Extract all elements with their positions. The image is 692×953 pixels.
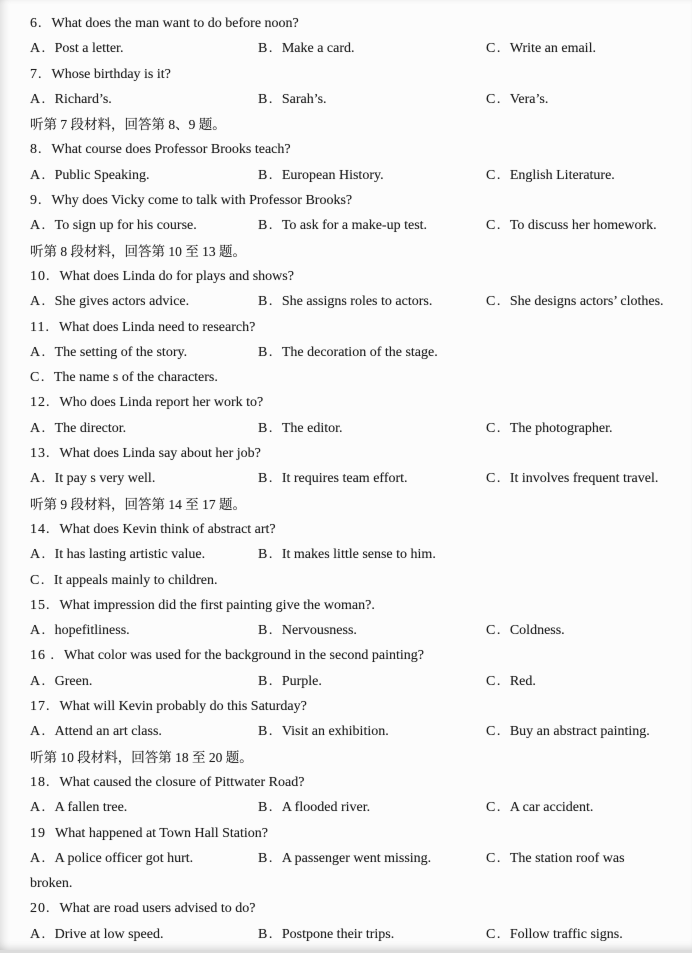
option-text: European History. <box>281 167 384 183</box>
question-text: Whose birthday is it? <box>51 66 171 82</box>
question-text: Why does Vicky come to talk with Professor Brooks? <box>51 193 353 209</box>
option-text: Post a letter. <box>54 41 124 57</box>
options-line <box>0 669 692 694</box>
option-b <box>258 36 486 61</box>
option-b <box>258 846 486 871</box>
option-text: Visit an exhibition. <box>281 724 389 740</box>
question-text: What will Kevin probably do this Saturday? <box>59 699 307 715</box>
options-line <box>0 719 692 744</box>
option-label: B. <box>258 91 274 107</box>
option-label: C. <box>486 926 502 942</box>
option-c <box>486 213 657 238</box>
option-a <box>30 213 258 238</box>
option-text: A fallen tree. <box>54 800 128 816</box>
option-text: Public Speaking. <box>54 167 150 183</box>
option-text: To discuss her homework. <box>509 218 657 234</box>
option-text: Drive at low speed. <box>54 926 164 942</box>
option-c <box>486 618 565 643</box>
option-continuation-line <box>0 871 692 896</box>
option-text: Purple. <box>281 673 322 689</box>
question-number: 15. <box>30 597 51 613</box>
options-line <box>0 795 692 820</box>
option-label: A. <box>30 218 47 234</box>
option-label: B. <box>258 850 274 866</box>
question-line <box>0 441 692 466</box>
option-label: A. <box>30 850 47 866</box>
option-label: A. <box>30 673 47 689</box>
question-number: 9. <box>30 193 43 209</box>
option-label: C. <box>486 471 502 487</box>
question-line <box>0 896 692 921</box>
option-text: Green. <box>54 673 93 689</box>
option-label: B. <box>258 167 274 183</box>
option-text: The station roof was <box>509 850 625 866</box>
option-a <box>30 795 258 820</box>
section-instruction-text: 听第 10 段材料，回答第 18 至 20 题。 <box>30 749 253 765</box>
option-label: C. <box>486 294 502 310</box>
option-a <box>30 846 258 871</box>
question-number: 10. <box>30 268 51 284</box>
option-label: C. <box>30 572 46 588</box>
option-label: A. <box>30 41 47 57</box>
question-text: Who does Linda report her work to? <box>59 395 264 411</box>
option-label: B. <box>258 471 274 487</box>
question-number: 11. <box>30 319 50 335</box>
option-b <box>258 795 486 820</box>
options-line <box>0 340 692 365</box>
option-b <box>258 289 486 314</box>
option-label: B. <box>258 623 274 639</box>
option-label: A. <box>30 344 47 360</box>
option-b <box>258 618 486 643</box>
section-instruction-text: 听第 8 段材料，回答第 10 至 13 题。 <box>30 243 246 259</box>
option-label: A. <box>30 926 47 942</box>
option-text: Attend an art class. <box>54 724 162 740</box>
question-text: What happened at Town Hall Station? <box>55 825 268 841</box>
section-instruction-text: 听第 9 段材料，回答第 14 至 17 题。 <box>30 496 246 512</box>
option-b <box>258 87 486 112</box>
question-line <box>0 770 692 795</box>
option-a <box>30 542 258 567</box>
option-text: It has lasting artistic value. <box>54 547 206 563</box>
option-text: Richard’s. <box>54 91 112 107</box>
question-number: 7. <box>30 66 43 82</box>
option-label: C. <box>486 167 502 183</box>
option-label: B. <box>258 344 274 360</box>
option-text: Postpone their trips. <box>281 926 395 942</box>
option-label: A. <box>30 724 47 740</box>
option-label: C. <box>486 623 502 639</box>
option-label: C. <box>486 724 502 740</box>
option-text: It makes little sense to him. <box>281 547 436 563</box>
option-c <box>486 163 615 188</box>
section-instruction-cn <box>0 239 692 264</box>
question-number: 14. <box>30 521 51 537</box>
options-line <box>0 568 692 593</box>
question-number: 8. <box>30 142 43 158</box>
option-label: C. <box>486 91 502 107</box>
question-text: What caused the closure of Pittwater Road? <box>59 774 305 790</box>
options-line <box>0 289 692 314</box>
option-text: Nervousness. <box>281 623 357 639</box>
option-b <box>258 213 486 238</box>
question-number: 13. <box>30 446 51 462</box>
option-label: B. <box>258 420 274 436</box>
question-number: 18. <box>30 774 51 790</box>
option-label: C. <box>30 370 46 386</box>
question-line <box>0 315 692 340</box>
option-c <box>486 922 623 947</box>
question-text: What does Kevin think of abstract art? <box>59 521 276 537</box>
question-line <box>0 62 692 87</box>
option-text: A passenger went missing. <box>281 850 432 866</box>
question-line <box>0 694 692 719</box>
question-line <box>0 264 692 289</box>
option-label: B. <box>258 41 274 57</box>
option-c <box>486 87 548 112</box>
question-text: What does Linda say about her job? <box>59 446 261 462</box>
options-line <box>0 846 692 871</box>
options-line <box>0 365 692 390</box>
option-c <box>486 719 650 744</box>
option-text: To sign up for his course. <box>54 218 197 234</box>
question-text: What impression did the first painting give the woman?. <box>59 597 375 613</box>
option-label: B. <box>258 926 274 942</box>
option-text: The decoration of the stage. <box>281 344 438 360</box>
option-b <box>258 466 486 491</box>
option-label: A. <box>30 623 47 639</box>
option-b <box>258 719 486 744</box>
options-line <box>0 466 692 491</box>
option-label: B. <box>258 673 274 689</box>
options-line <box>0 922 692 947</box>
question-line <box>0 188 692 213</box>
option-label: B. <box>258 218 274 234</box>
option-label: C. <box>486 420 502 436</box>
option-c <box>486 289 664 314</box>
option-label: B. <box>258 294 274 310</box>
options-line <box>0 163 692 188</box>
option-a <box>30 618 258 643</box>
section-instruction-cn <box>0 492 692 517</box>
option-text: It pay s very well. <box>54 471 156 487</box>
option-a <box>30 466 258 491</box>
option-text: Write an email. <box>509 41 596 57</box>
option-label: A. <box>30 294 47 310</box>
question-line <box>0 390 692 415</box>
options-line <box>0 542 692 567</box>
option-text: Vera’s. <box>509 91 549 107</box>
question-number: 12. <box>30 395 51 411</box>
question-number: 20. <box>30 901 51 917</box>
option-text: It appeals mainly to children. <box>53 572 218 588</box>
option-text: A car accident. <box>509 800 594 816</box>
option-a <box>30 36 258 61</box>
option-text: She assigns roles to actors. <box>281 294 433 310</box>
option-b <box>258 669 486 694</box>
options-line <box>0 87 692 112</box>
option-c <box>486 36 596 61</box>
options-line <box>0 36 692 61</box>
option-a <box>30 669 258 694</box>
option-a <box>30 163 258 188</box>
option-text: It involves frequent travel. <box>509 471 659 487</box>
question-line <box>0 137 692 162</box>
option-text: The photographer. <box>509 420 613 436</box>
option-text: Buy an abstract painting. <box>509 724 650 740</box>
option-label: B. <box>258 800 274 816</box>
options-line <box>0 416 692 441</box>
option-label: C. <box>486 41 502 57</box>
option-label: A. <box>30 471 47 487</box>
option-b <box>258 922 486 947</box>
section-instruction-text: 听第 7 段材料，回答第 8、9 题。 <box>30 117 226 133</box>
option-text: Make a card. <box>281 41 355 57</box>
option-text: The name s of the characters. <box>53 370 218 386</box>
question-text: What color was used for the background in the second painting? <box>64 648 425 664</box>
option-a <box>30 289 258 314</box>
option-text: To ask for a make-up test. <box>281 218 428 234</box>
question-number: 6. <box>30 16 43 31</box>
section-instruction-cn <box>0 112 692 137</box>
question-text: What does Linda need to research? <box>58 319 256 335</box>
question-line <box>0 821 692 846</box>
options-line <box>0 618 692 643</box>
option-label: B. <box>258 724 274 740</box>
questions-list <box>0 11 692 947</box>
options-line <box>0 213 692 238</box>
option-label: A. <box>30 91 47 107</box>
option-b <box>258 416 486 441</box>
continuation-text: broken. <box>30 876 73 892</box>
question-number: 17. <box>30 699 51 715</box>
option-a <box>30 87 258 112</box>
option-label: A. <box>30 420 47 436</box>
section-instruction-cn <box>0 745 692 770</box>
question-text: What does the man want to do before noon? <box>51 16 299 31</box>
option-a <box>30 416 258 441</box>
option-c <box>486 846 625 871</box>
option-label: C. <box>486 800 502 816</box>
option-label: B. <box>258 547 274 563</box>
question-number: 19 <box>30 825 46 841</box>
option-label: C. <box>486 673 502 689</box>
option-text: It requires team effort. <box>281 471 408 487</box>
option-text: Coldness. <box>509 623 565 639</box>
question-text: What course does Professor Brooks teach? <box>51 142 291 158</box>
option-text: hopefitliness. <box>54 623 130 639</box>
option-a <box>30 340 258 365</box>
option-text: The director. <box>54 420 127 436</box>
option-c <box>486 795 593 820</box>
option-c <box>486 669 536 694</box>
option-label: C. <box>486 218 502 234</box>
question-text: What are road users advised to do? <box>59 901 256 917</box>
option-label: C. <box>486 850 502 866</box>
option-label: A. <box>30 167 47 183</box>
option-text: Sarah’s. <box>281 91 327 107</box>
question-line <box>0 593 692 618</box>
option-text: A flooded river. <box>281 800 371 816</box>
question-line <box>0 643 692 668</box>
option-b <box>258 340 438 365</box>
option-text: A police officer got hurt. <box>54 850 194 866</box>
option-text: The setting of the story. <box>54 344 188 360</box>
question-text: What does Linda do for plays and shows? <box>59 268 294 284</box>
option-label: A. <box>30 800 47 816</box>
option-text: The editor. <box>281 420 343 436</box>
option-text: Red. <box>509 673 536 689</box>
option-b <box>258 163 486 188</box>
option-c <box>486 416 612 441</box>
option-a <box>30 719 258 744</box>
option-label: A. <box>30 547 47 563</box>
question-line <box>0 11 692 36</box>
option-text: She designs actors’ clothes. <box>509 294 664 310</box>
option-text: Follow traffic signs. <box>509 926 623 942</box>
option-c <box>486 466 658 491</box>
question-number: 16 . <box>30 648 55 664</box>
option-c <box>30 568 218 593</box>
option-text: English Literature. <box>509 167 615 183</box>
option-b <box>258 542 436 567</box>
question-line <box>0 517 692 542</box>
option-text: She gives actors advice. <box>54 294 190 310</box>
option-c <box>30 365 218 390</box>
option-a <box>30 922 258 947</box>
